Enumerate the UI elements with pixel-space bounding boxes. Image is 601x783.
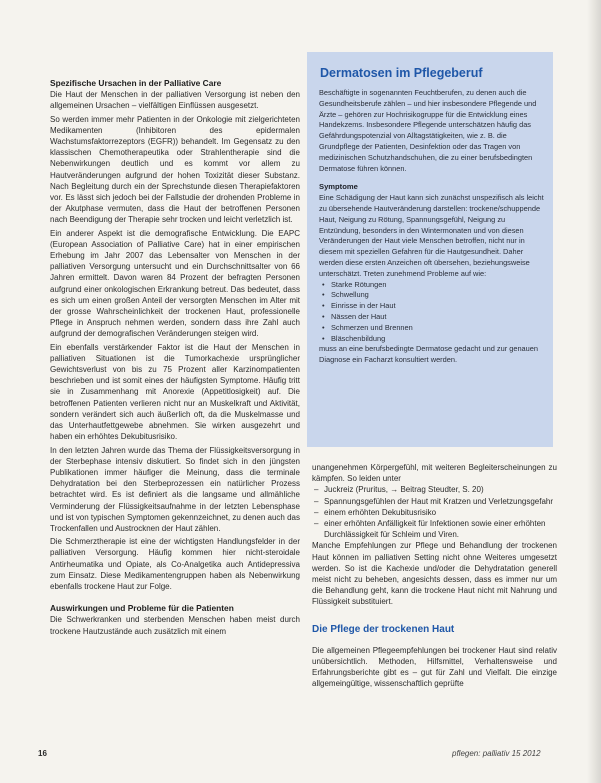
side-effects-list [312, 484, 557, 540]
section-heading-causes: Spezifische Ursachen in der Palliative Care [50, 78, 222, 88]
list-item: • Bläschenbildung [319, 334, 547, 345]
paragraph: So werden immer mehr Patienten in der Onkologie mit zielgerichteten Medikamenten (Inhibitoren des epidermalen Wachstumsfaktorrezeptors (EGFR)) behandelt. Im Gegensatz zu den klassischen Chemotherapeutika oder Strahlentherapie sind die Nebenwirkungen deutlich und es kommt vor allem zu Hautveränderungen aufgrund der hohen Toxizität dieser Substanz. Nach Begleitung durch ein der Sprechstunde diesen Therapiefaktoren vor. Es lässt sich jedoch bei der Fallstudie der drohenden Probleme in der Akutphase vermuten, dass die Haut der betroffenen Personen nach Beendigung der Therapie sehr trocken und leicht verletzlich ist. [50, 114, 300, 225]
box-intro: Beschäftigte in sogenannten Feuchtberufen, zu denen auch die Gesundheitsberufe zählen – und hier insbesondere Pflegende und Ärzte – gehören zur Hochrisikogruppe für die Entwicklung eines Handekzems. Insbesondere Pflegende unterschätzen häufig das Gefährdungspotenzial von Alltagstätigkeiten, wie z. B. die Grundpflege der Patienten, Desinfektion oder das Tragen von medizinischen Schutzhandschuhen, die zu einer berufsbedingten Dermatose führen können. [319, 88, 537, 173]
page-number: 16 [38, 749, 47, 758]
paragraph: unangenehmen Körpergefühl, mit weiteren Begleiterscheinungen zu kämpfen. So leiden unter [312, 463, 557, 484]
list-item: • Schmerzen und Brennen [319, 323, 547, 334]
box-title: Dermatosen im Pflegeberuf [320, 66, 483, 80]
list-item: – einer erhöhten Anfälligkeit für Infektionen sowie einer erhöhten Durchlässigkeit für Schleim und Viren. [312, 518, 557, 540]
paragraph: Die allgemeinen Pflegeempfehlungen bei trockener Haut sind relativ unübersichtlich. Methoden, Hilfsmittel, Verhaltensweise und Erfahrungsberichte gibt es – gut für Zahl und Vielfalt. Die einzige allgemeingültige, wissenschaftlich geprüfte [312, 645, 557, 689]
paragraph: Ein ebenfalls verstärkender Faktor ist die Haut der Menschen in palliativen Situationen ist die Tumorkachexie ursprünglicher Gewichtsverlust von bis zu 75 Prozent aller Karzinompatienten beschrieben und ist somit eines der häufigsten Symptome. Häufig tritt sie in Zusammenhang mit Anorexie (Appetitlosigkeit) auf. Die betroffenen Patienten verlieren nicht nur an Muskelkraft und Aktivität, sondern verändert sich auch äußerlich oft, da die Muskelmasse und das Unterhautfettgewebe abnehmen. Sie wirken ausgezehrt und haben ein erhöhtes Dekubitusrisiko. [50, 342, 300, 442]
list-item: – einem erhöhten Dekubitusrisiko [312, 507, 557, 518]
box-symptoms-text: Eine Schädigung der Haut kann sich zunächst unspezifisch als leicht zu übersehende Hautveränderung darstellen: trockene/schuppende Haut, Neigung zu Rötung, Spannungsgefühl, Neigung zu Entzündung, besonders in den Wintermonaten und von diesen Veränderungen der Haut viele Menschen betroffen, nicht nur in diesem mit speziellen Gefahren für die Hautgesundheit. Daher werden diese ersten Anzeichen oft übersehen, beziehungsweise unterschätzt. Treten zunehmend Probleme auf wie: [319, 193, 544, 278]
symptoms-list [319, 280, 547, 345]
paragraph: In den letzten Jahren wurde das Thema der Flüssigkeitsversorgung in der Sterbephase intensiv diskutiert. So findet sich in den jüngsten Publikationen immer häufiger die Meinung, dass die terminale Dehydratation bei den Sterbeprozessen ein natürlicher Prozess betrachtet wird. Es ist definiert als die langsame und allmähliche Verminderung der Flüssigkeitsaufnahme in der letzten Lebensphase und ist von typischen Symptomen gekennzeichnet, zu denen auch das Trockenfallen und Austrocknen der Haut zählen. [50, 445, 300, 533]
page-edge [587, 0, 601, 783]
section-heading-care: Die Pflege der trockenen Haut [312, 623, 455, 635]
box-closing: muss an eine berufsbedingte Dermatose gedacht und zur genauen Diagnose ein Facharzt konsultiert werden. [319, 344, 538, 365]
list-item: • Nässen der Haut [319, 312, 547, 323]
paragraph: Die Haut der Menschen in der palliativen Versorgung ist neben den allgemeinen Ursachen – vielfältigen Einflüssen ausgesetzt. [50, 90, 300, 111]
list-item: • Schwellung [319, 290, 547, 301]
paragraph: Manche Empfehlungen zur Pflege und Behandlung der trockenen Haut können im palliativen Setting nicht ohne Weiteres umgesetzt werden. So ist die Kachexie und/oder die Dehydratation generell meist nicht zu beheben, angesichts dessen, dass es immer nur um die Behandlung geht, kann die trockene Haut nicht mit Nahrung und Flüssigkeit substituiert. [312, 541, 557, 607]
info-box-dermatoses [307, 52, 553, 447]
box-symptoms-heading: Symptome [319, 182, 358, 192]
paragraph: Ein anderer Aspekt ist die demografische Entwicklung. Die EAPC (European Association of Palliative Care) hat in einer empirischen Erhebung im Jahr 2007 das Lebensalter von Menschen in der palliativen Versorgung untersucht und ein Durchschnittsalter von 66 Jahren ermittelt. Davon waren 84 Prozent der befragten Personen aufgrund einer onkologischen Erkrankung betreut. Das bedeutet, dass es sich um einen großen Anteil der versorgten Menschen im Alter mit der grosse Wahrscheinlichkeit der trockenen Haut, professionelle Pflege in Anspruch nehmen werden, sondern dass ihre Zahl auch aufgrund der demografischen Veränderungen steigen wird. [50, 228, 300, 339]
left-column [50, 78, 300, 639]
list-item: • Starke Rötungen [319, 280, 547, 291]
journal-name: pflegen: palliativ 15 2012 [452, 749, 541, 758]
list-item: – Spannungsgefühlen der Haut mit Kratzen und Verletzungsgefahr [312, 496, 557, 507]
paragraph: Die Schwerkranken und sterbenden Menschen haben meist durch trockene Hautzustände auch zusätzlich mit einem [50, 615, 300, 636]
section-heading-effects: Auswirkungen und Probleme für die Patienten [50, 603, 234, 614]
right-column [312, 462, 557, 690]
paragraph: Die Schmerztherapie ist eine der wichtigsten Handlungsfelder in der palliativen Versorgung. Häufig kommen hier nicht-steroidale Antirheumatika und Opiate, als Co-Analgetika auch Antidepressiva zum Einsatz. Diese Medikamentengruppen haben als Nebenwirkung ebenfalls trockene Haut zur Folge. [50, 537, 300, 591]
list-item: • Einrisse in der Haut [319, 301, 547, 312]
list-item: – Juckreiz (Pruritus, → Beitrag Steudter, S. 20) [312, 484, 557, 495]
